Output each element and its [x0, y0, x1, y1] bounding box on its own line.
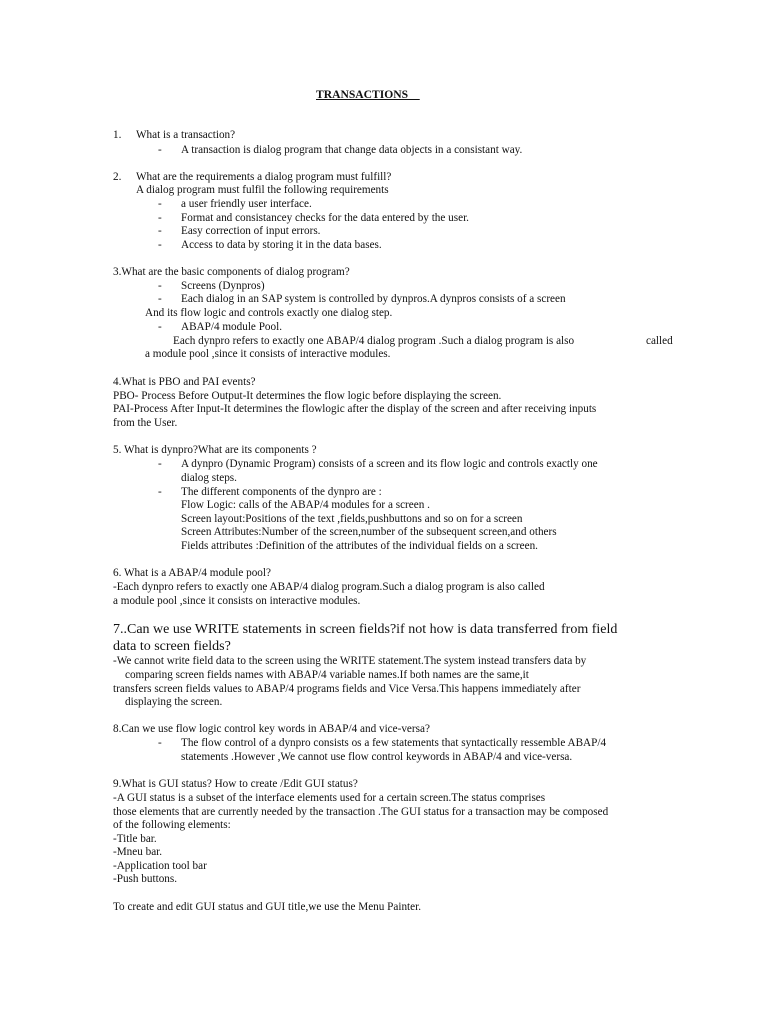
- bullet-dash: -: [158, 198, 162, 210]
- q1-answer: A transaction is dialog program that change data objects in a consistant way.: [181, 144, 523, 156]
- q1-question: What is a transaction?: [136, 129, 236, 141]
- q1-number: 1.: [113, 129, 122, 141]
- q2-intro: A dialog program must fulfil the following requirements: [136, 184, 389, 196]
- q8-bullet-continuation: statements .However ,We cannot use flow control keywords in ABAP/4 and vice-versa.: [181, 751, 573, 763]
- q9-closing: To create and edit GUI status and GUI title,we use the Menu Painter.: [113, 901, 422, 913]
- q9-question: 9.What is GUI status? How to create /Edit GUI status?: [113, 778, 358, 790]
- q5-component: Screen Attributes:Number of the screen,number of the subsequent screen,and others: [181, 526, 557, 538]
- bullet-dash: -: [158, 293, 162, 305]
- q2-item: a user friendly user interface.: [181, 198, 312, 210]
- q5-bullet: A dynpro (Dynamic Program) consists of a screen and its flow logic and controls exactly one: [181, 458, 598, 470]
- q5-component: Screen layout:Positions of the text ,fields,pushbuttons and so on for a screen: [181, 513, 523, 525]
- page-title: TRANSACTIONS: [316, 88, 420, 101]
- bullet-dash: -: [158, 144, 162, 156]
- q4-line: PBO- Process Before Output-It determines the flow logic before displaying the screen.: [113, 390, 502, 402]
- q3-question: 3.What are the basic components of dialog program?: [113, 266, 350, 278]
- q4-line: PAI-Process After Input-It determines the flowlogic after the display of the screen and after receiving inputs: [113, 403, 597, 415]
- q9-line: of the following elements:: [113, 819, 231, 831]
- q3-paragraph: Each dynpro refers to exactly one ABAP/4 dialog program .Such a dialog program is also: [173, 335, 575, 347]
- q8-bullet: The flow control of a dynpro consists os a few statements that syntactically ressemble ABAP/4: [181, 737, 607, 749]
- bullet-dash: -: [158, 737, 162, 749]
- q5-component: Fields attributes :Definition of the attributes of the individual fields on a screen.: [181, 540, 538, 552]
- q3-paragraph: a module pool ,since it consists of interactive modules.: [145, 348, 391, 360]
- q2-item: Format and consistancey checks for the data entered by the user.: [181, 212, 469, 224]
- q4-question: 4.What is PBO and PAI events?: [113, 376, 256, 388]
- q5-bullet-continuation: dialog steps.: [181, 472, 237, 484]
- bullet-dash: -: [158, 280, 162, 292]
- q7-answer: displaying the screen.: [125, 696, 223, 708]
- q5-bullet: The different components of the dynpro are :: [181, 486, 382, 498]
- q7-question: data to screen fields?: [113, 639, 231, 654]
- q3-bullet: Each dialog in an SAP system is controlled by dynpros.A dynpros consists of a screen: [181, 293, 566, 305]
- q7-answer: transfers screen fields values to ABAP/4 programs fields and Vice Versa.This happens immediately after: [113, 683, 581, 695]
- q5-question: 5. What is dynpro?What are its components ?: [113, 444, 317, 456]
- q4-line: from the User.: [113, 417, 178, 429]
- q9-line: those elements that are currently needed by the transaction .The GUI status for a transaction may be composed: [113, 806, 609, 818]
- q7-question: 7..Can we use WRITE statements in screen fields?if not how is data transferred from field: [113, 622, 618, 637]
- bullet-dash: -: [158, 239, 162, 251]
- q2-item: Access to data by storing it in the data bases.: [181, 239, 382, 251]
- q9-element: -Application tool bar: [113, 860, 207, 872]
- q7-answer: -We cannot write field data to the screen using the WRITE statement.The system instead transfers data by: [113, 655, 587, 667]
- bullet-dash: -: [158, 212, 162, 224]
- bullet-dash: -: [158, 225, 162, 237]
- q9-line: -A GUI status is a subset of the interface elements used for a certain screen.The status comprises: [113, 792, 546, 804]
- q6-line: a module pool ,since it consists on interactive modules.: [113, 595, 361, 607]
- q9-element: -Push buttons.: [113, 873, 178, 885]
- q5-component: Flow Logic: calls of the ABAP/4 modules for a screen .: [181, 499, 430, 511]
- q9-element: -Title bar.: [113, 833, 157, 845]
- bullet-dash: -: [158, 486, 162, 498]
- q9-element: -Mneu bar.: [113, 846, 163, 858]
- q8-question: 8.Can we use flow logic control key words in ABAP/4 and vice-versa?: [113, 723, 430, 735]
- q7-answer: comparing screen fields names with ABAP/4 variable names.If both names are the same,it: [125, 669, 529, 681]
- q2-item: Easy correction of input errors.: [181, 225, 321, 237]
- q6-question: 6. What is a ABAP/4 module pool?: [113, 567, 271, 579]
- q3-bullet-continuation: And its flow logic and controls exactly one dialog step.: [145, 307, 393, 319]
- bullet-dash: -: [158, 458, 162, 470]
- bullet-dash: -: [158, 321, 162, 333]
- q3-bullet: ABAP/4 module Pool.: [181, 321, 283, 333]
- q2-question: What are the requirements a dialog program must fulfill?: [136, 171, 392, 183]
- q2-number: 2.: [113, 171, 122, 183]
- q3-bullet: Screens (Dynpros): [181, 280, 265, 292]
- q3-paragraph-end: called: [646, 335, 673, 347]
- q6-line: -Each dynpro refers to exactly one ABAP/4 dialog program.Such a dialog program is also called: [113, 581, 545, 593]
